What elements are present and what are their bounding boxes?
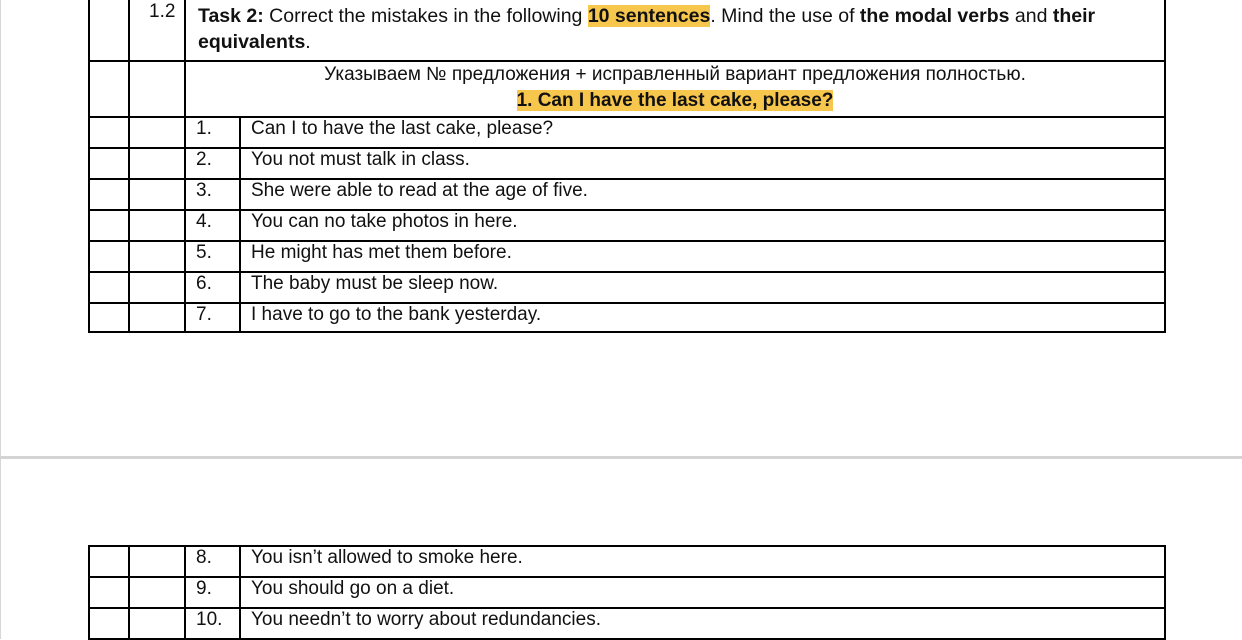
- empty-cell: [129, 546, 185, 577]
- table-row: [89, 272, 1165, 303]
- instruction-text: Указываем № предложения + исправленный вариант предложения полностью.: [324, 64, 1026, 85]
- sentence-text: You needn’t to worry about redundancies.: [240, 608, 1165, 639]
- sentence-number: 6.: [185, 272, 240, 303]
- sentence-number: 8.: [185, 546, 240, 577]
- empty-cell: [89, 117, 129, 148]
- table-row: [89, 241, 1165, 272]
- empty-cell: [129, 272, 185, 303]
- sentence-text: Can I to have the last cake, please?: [240, 117, 1165, 148]
- empty-cell: [129, 577, 185, 608]
- task-text-1: Correct the mistakes in the following: [263, 5, 588, 27]
- empty-cell: [89, 148, 129, 179]
- sentence-text: I have to go to the bank yesterday.: [240, 303, 1165, 332]
- sentence-number: 7.: [185, 303, 240, 332]
- task-text-2: . Mind the use of: [710, 5, 860, 27]
- sentence-text: You should go on a diet.: [240, 577, 1165, 608]
- empty-cell: [89, 179, 129, 210]
- section-number: 1.2: [129, 0, 185, 61]
- empty-cell: [89, 608, 129, 639]
- sentence-text: You can no take photos in here.: [240, 210, 1165, 241]
- empty-cell: [89, 0, 129, 61]
- sentence-text: The baby must be sleep now.: [240, 272, 1165, 303]
- instruction-example: 1. Can I have the last cake, please?: [516, 90, 834, 111]
- document-page-2: [0, 459, 1242, 639]
- empty-cell: [129, 179, 185, 210]
- empty-cell: [129, 148, 185, 179]
- task-table-continued: [88, 545, 1166, 640]
- empty-cell: [129, 608, 185, 639]
- empty-cell: [89, 210, 129, 241]
- empty-cell: [89, 272, 129, 303]
- empty-cell: [129, 241, 185, 272]
- table-row: [89, 608, 1165, 639]
- empty-cell: [129, 210, 185, 241]
- sentence-text: She were able to read at the age of five.: [240, 179, 1165, 210]
- sentence-number: 10.: [185, 608, 240, 639]
- sentence-number: 1.: [185, 117, 240, 148]
- sentence-number: 3.: [185, 179, 240, 210]
- table-row: [89, 117, 1165, 148]
- task-header-row: [89, 0, 1165, 61]
- table-row: [89, 210, 1165, 241]
- sentence-text: You not must talk in class.: [240, 148, 1165, 179]
- empty-cell: [89, 546, 129, 577]
- task-description: [185, 0, 1165, 61]
- sentence-text: You isn’t allowed to smoke here.: [240, 546, 1165, 577]
- table-row: [89, 577, 1165, 608]
- sentence-number: 4.: [185, 210, 240, 241]
- empty-cell: [89, 241, 129, 272]
- sentence-number: 2.: [185, 148, 240, 179]
- table-row: [89, 179, 1165, 210]
- task-label: Task 2:: [198, 5, 264, 27]
- task-text-4: .: [305, 31, 311, 53]
- empty-cell: [89, 577, 129, 608]
- instruction-row: [89, 61, 1165, 117]
- empty-cell: [129, 117, 185, 148]
- task-text-3: and: [1009, 5, 1053, 27]
- table-row: [89, 303, 1165, 332]
- instruction-cell: [185, 61, 1165, 117]
- table-row: [89, 148, 1165, 179]
- task-bold-modal-verbs: the modal verbs: [859, 5, 1010, 27]
- sentence-number: 9.: [185, 577, 240, 608]
- task-table: [88, 0, 1166, 333]
- table-row: [89, 546, 1165, 577]
- task-bold-equivalents: their equivalents: [198, 5, 1096, 53]
- empty-cell: [129, 61, 185, 117]
- sentence-text: He might has met them before.: [240, 241, 1165, 272]
- task-highlight: 10 sentences: [587, 5, 711, 27]
- empty-cell: [89, 303, 129, 332]
- empty-cell: [129, 303, 185, 332]
- empty-cell: [89, 61, 129, 117]
- sentence-number: 5.: [185, 241, 240, 272]
